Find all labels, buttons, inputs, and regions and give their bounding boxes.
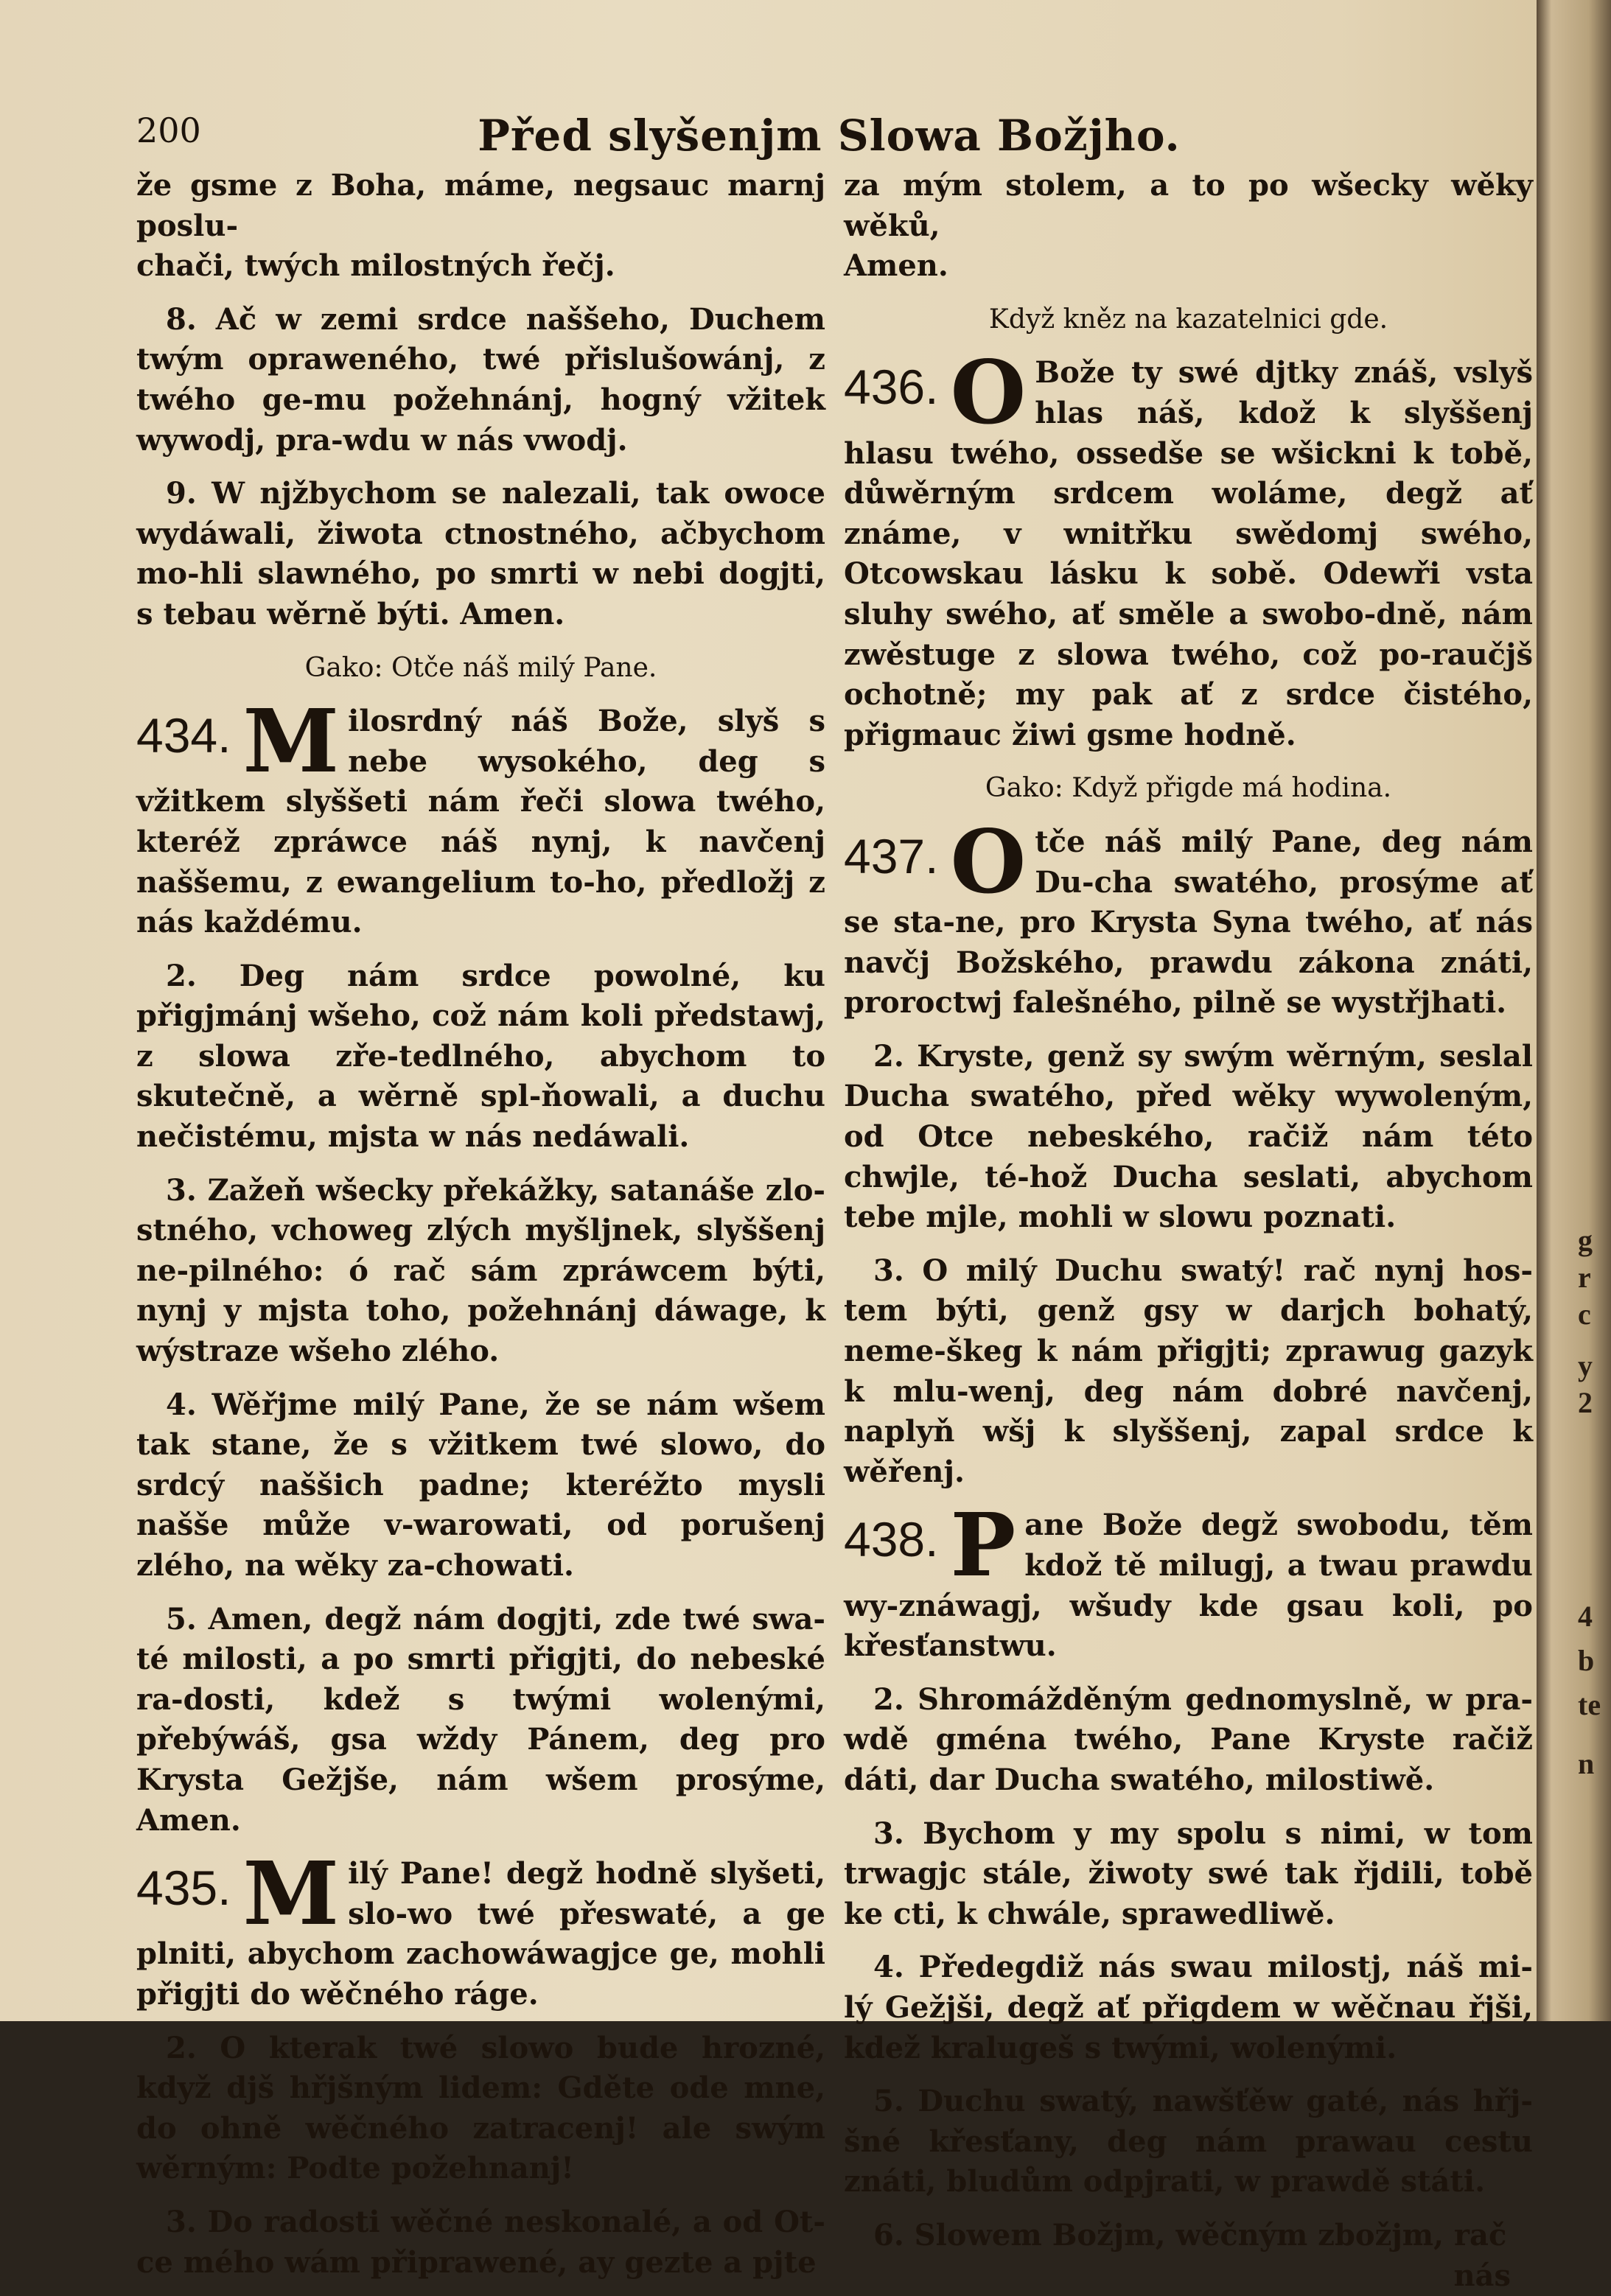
- edge-fragment: r: [1578, 1260, 1591, 1295]
- hymn-number: 434.: [136, 706, 231, 765]
- verse: 3. Bychom y my spolu s nimi, w tom trwagjc stále, žiwoty swé tak řjdili, tobě ke cti, k chwále, sprawedliwě.: [844, 1814, 1533, 1935]
- left-column: [136, 166, 825, 2283]
- hymn-text: tče náš milý Pane, deg nám Du-cha swatého, prosýme ať se sta-ne, pro Krysta Syna twého, ať nás navčj Božského, prawdu zákona znáti, proroctwj falešného, pilně se wystřjhati.: [844, 825, 1533, 1020]
- text-line: Amen.: [844, 246, 1533, 287]
- hymn-text: ilosrdný náš Bože, slyš s nebe wysokého, deg s vžitkem slyššeti nám řeči slowa twého, kteréž zpráwce náš nynj, k navčenj naššemu, z ewangelium to-ho, předložj z nás každému.: [136, 704, 825, 939]
- verse: 2. Deg nám srdce powolné, ku přigjmánj wšeho, což nám koli předstawj, z slowa zře-tedlného, abychom to skutečně, a wěrně spl-ňowali, a duchu nečistému, mjsta w nás nedáwali.: [136, 956, 825, 1158]
- verse: 5. Duchu swatý, nawšťěw gaté, nás hřj-šné křesťany, deg nám prawau cestu znáti, bludům odpjrati, w prawdě státi.: [844, 2082, 1533, 2202]
- edge-fragment: 2: [1578, 1385, 1593, 1420]
- text-line: chači, twých milostných řečj.: [136, 246, 825, 287]
- verse: 3. O milý Duchu swatý! rač nynj hos-tem býti, genž gsy w darjch bohatý, neme-škeg k nám přigjti; zprawug gazyk k mlu-wenj, deg nám dobré navčenj, naplyň wšj k slyššenj, zapal srdce k wěřenj.: [844, 1251, 1533, 1493]
- hymn-434: [136, 701, 825, 943]
- drop-cap: M: [242, 1855, 339, 1932]
- edge-fragment: te: [1578, 1687, 1601, 1722]
- page-header: [136, 111, 1522, 155]
- hymn-number: 435.: [136, 1858, 231, 1917]
- drop-cap: O: [950, 824, 1026, 900]
- hymn-text: ilý Pane! degž hodně slyšeti, slo-wo twé přeswaté, a ge plniti, abychom zachowáwagjce ge, mohli přigjti do wěčného ráge.: [136, 1856, 825, 2012]
- hymn-text: Bože ty swé djtky znáš, vslyš hlas náš, kdož k slyššenj hlasu twého, ossedše se wšickni k tobě, důwěrným srdcem woláme, degž ať známe, v wnitřku swědomj swého, Otcowskau lásku k sobě. Odewři vsta sluhy swého, ať směle a swobo-dně, nám zwěstuge z slowa twého, což po-raučjš ochotně; my pak ať z srdce čistého, přigmauc žiwi gsme hodně.: [844, 355, 1533, 752]
- hymn-number: 437.: [844, 827, 938, 886]
- edge-fragment: 4: [1578, 1599, 1593, 1634]
- catchword: nás: [844, 2256, 1533, 2296]
- verse: 4. Předegdiž nás swau milostj, náš mi-lý Gežjši, degž ať přigdem w wěčnau řjši, kdež kralugeš s twými, wolenými.: [844, 1947, 1533, 2068]
- edge-fragment: c: [1578, 1297, 1591, 1331]
- verse: 6. Slowem Božjm, wěčným zbožjm, rač: [844, 2216, 1533, 2256]
- text-line: za mým stolem, a to po wšecky wěky wěků,: [844, 166, 1533, 246]
- verse: 8. Ač w zemi srdce naššeho, Duchem twým opraweného, twé přislušowánj, z twého ge-mu požehnánj, hogný vžitek wywodj, pra-wdu w nás vwodj.: [136, 300, 825, 461]
- right-column: [844, 166, 1533, 2296]
- verse: 3. Do radosti wěčné neskonalé, a od Ot-ce mého wám připrawené, ay gezte a pjte: [136, 2202, 825, 2283]
- hymn-number: 436.: [844, 357, 938, 416]
- hymn-435: [136, 1854, 825, 2015]
- tune-heading: Gako: Otče náš milý Pane.: [136, 648, 825, 689]
- verse: 2. Shromážděným gednomyslně, w pra-wdě gména twého, Pane Kryste račiž dáti, dar Ducha swatého, milostiwě.: [844, 1680, 1533, 1801]
- edge-fragment: n: [1578, 1746, 1594, 1781]
- tune-heading: Když kněz na kazatelnici gde.: [844, 300, 1533, 340]
- hymn-text: ane Bože degž swobodu, těm kdož tě milugj, a twau prawdu wy-znáwagj, wšudy kde gsau koli, po křesťanstwu.: [844, 1508, 1533, 1663]
- hymn-436: [844, 353, 1533, 755]
- drop-cap: O: [950, 354, 1026, 431]
- edge-fragment: b: [1578, 1643, 1594, 1678]
- verse: 2. O kterak twé slowo bude hrozné, když djš hřjšným lidem: Gděte ode mne, do ohně wěčného zatracenj! ale swým wěrným: Podte požehnanj!: [136, 2029, 825, 2189]
- hymn-number: 438.: [844, 1510, 938, 1569]
- facing-page-edge: [1537, 0, 1611, 2021]
- running-title: Před slyšenjm Slowa Božjho.: [136, 111, 1522, 161]
- verse: 2. Kryste, genž sy swým wěrným, seslal Ducha swatého, před wěky wywoleným, od Otce nebeského, račiž nám této chwjle, té-hož Ducha seslati, abychom tebe mjle, mohli w slowu poznati.: [844, 1037, 1533, 1238]
- hymn-437: [844, 822, 1533, 1023]
- hymn-438: [844, 1505, 1533, 1666]
- tune-heading: Gako: Když přigde má hodina.: [844, 769, 1533, 809]
- page-number: 200: [136, 111, 201, 150]
- verse: 5. Amen, degž nám dogjti, zde twé swa-té milosti, a po smrti přigjti, do nebeské ra-dosti, kdež s twými wolenými, přebýwáš, gsa wždy Pánem, deg pro Krysta Gežjše, nám wšem prosýme, Amen.: [136, 1600, 825, 1841]
- text-line: že gsme z Boha, máme, negsauc marnj poslu-: [136, 166, 825, 246]
- edge-fragment: g: [1578, 1223, 1593, 1258]
- verse: 3. Zažeň wšecky překážky, satanáše zlo-stného, vchoweg zlých myšljnek, slyššenj ne-pilného: ó rač sám zpráwcem býti, nynj y mjsta toho, požehnánj dáwage, k wýstraze wšeho zlého.: [136, 1171, 825, 1372]
- drop-cap: P: [950, 1507, 1016, 1583]
- verse: 9. W njžbychom se nalezali, tak owoce wydáwali, žiwota ctnostného, ačbychom mo-hli slawného, po smrti w nebi dogjti, s tebau wěrně býti. Amen.: [136, 474, 825, 634]
- drop-cap: M: [242, 703, 339, 780]
- edge-fragment: y: [1578, 1348, 1593, 1383]
- verse: 4. Wěřjme milý Pane, že se nám wšem tak stane, že s vžitkem twé slowo, do srdcý naššich padne; kteréžto mysli našše může v-warowati, od porušenj zlého, na wěky za-chowati.: [136, 1385, 825, 1586]
